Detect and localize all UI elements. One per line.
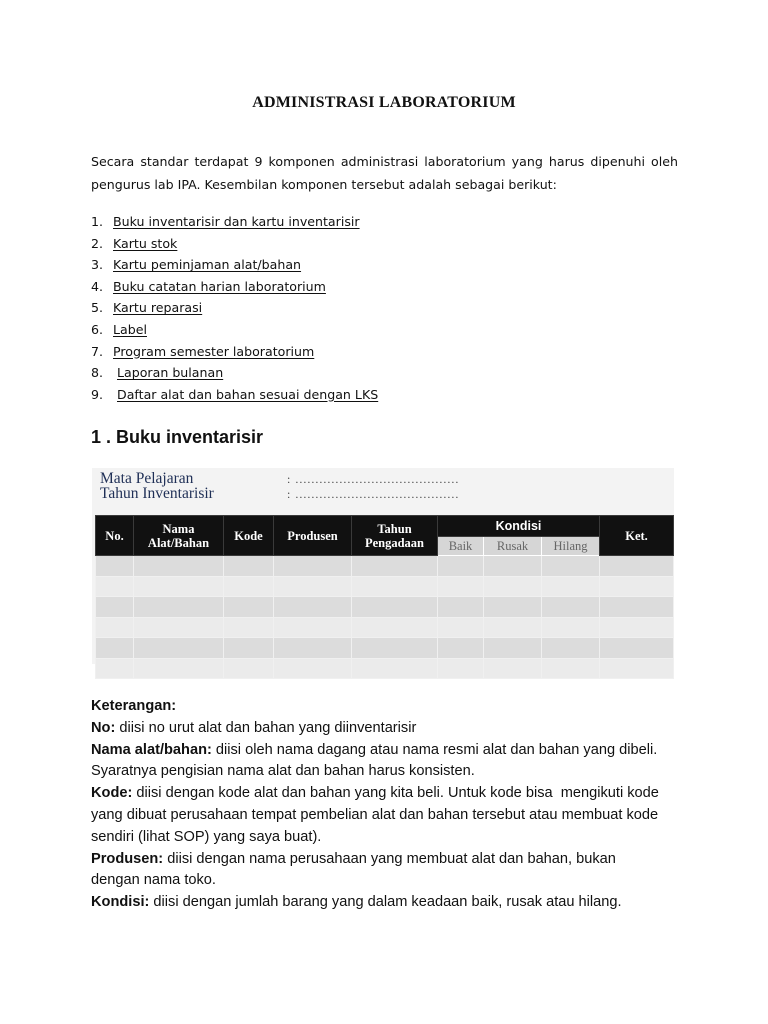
list-text: Buku catatan harian laboratorium (113, 278, 326, 294)
list-item (91, 233, 378, 255)
list-number: 5. (91, 300, 104, 316)
col-header-rusak: Rusak (484, 537, 542, 556)
list-text: Kartu stok (113, 235, 178, 251)
col-header-nama: Nama Alat/Bahan (134, 516, 224, 556)
col-header-kode: Kode (224, 516, 274, 556)
list-text: Buku inventarisir dan kartu inventarisir (113, 214, 360, 229)
list-item (91, 362, 378, 384)
components-list (91, 211, 378, 405)
list-number: 1. (91, 214, 104, 229)
mata-pelajaran-label: Mata Pelajaran (100, 470, 194, 487)
note-kode: Kode: diisi dengan kode alat dan bahan yang kita beli. Untuk kode bisa mengikuti kode (91, 785, 659, 802)
list-number: 7. (91, 343, 104, 359)
col-header-tahun: Tahun Pengadaan (352, 516, 438, 556)
section-heading: 1 . Buku inventarisir (91, 427, 264, 447)
table-row (96, 658, 674, 679)
tahun-inventarisir-row (100, 486, 459, 502)
list-text: Kartu peminjaman alat/bahan (113, 257, 302, 273)
list-item (91, 341, 378, 363)
inventory-table (95, 515, 674, 679)
note-kode-cont: yang dibuat perusahaan tempat pembelian alat dan bahan tersebut atau membuat kode (91, 806, 659, 823)
col-header-kondisi: Kondisi (438, 516, 600, 537)
list-item (91, 276, 378, 298)
table-row (96, 597, 674, 618)
intro-line: Secara standar terdapat 9 komponen administrasi laboratorium yang harus dipenuhi oleh (91, 154, 678, 169)
col-header-baik: Baik (438, 537, 484, 556)
tahun-inventarisir-label: Tahun Inventarisir (100, 485, 214, 502)
note-produsen-cont: dengan nama toko. (91, 872, 216, 889)
list-number: 9. (91, 386, 104, 402)
note-nama: Nama alat/bahan: diisi oleh nama dagang atau nama resmi alat dan bahan yang dibeli. (91, 741, 658, 758)
list-text: Daftar alat dan bahan sesuai dengan LKS (117, 386, 379, 402)
note-kode-cont: sendiri (lihat SOP) yang saya buat). (91, 828, 322, 845)
list-item (91, 297, 378, 319)
list-number: 4. (91, 278, 104, 294)
list-number: 8. (91, 365, 104, 381)
col-header-ket: Ket. (600, 516, 674, 556)
note-nama-cont: Syaratnya pengisian nama alat dan bahan harus konsisten. (91, 763, 475, 780)
table-row (96, 638, 674, 659)
list-text: Label (113, 321, 147, 337)
intro-line: pengurus lab IPA. Kesembilan komponen tersebut adalah sebagai berikut: (91, 177, 557, 192)
table-row (96, 556, 674, 577)
list-item (91, 319, 378, 341)
keterangan-section (91, 696, 691, 914)
keterangan-heading: Keterangan: (91, 698, 177, 714)
page-title: ADMINISTRASI LABORATORIUM (252, 94, 516, 111)
note-kondisi: Kondisi: diisi dengan jumlah barang yang dalam keadaan baik, rusak atau hilang. (91, 894, 622, 911)
table-header-row (96, 516, 674, 537)
inventory-form-image (92, 468, 674, 664)
note-no: No: diisi no urut alat dan bahan yang diinventarisir (91, 719, 417, 736)
col-header-no: No. (96, 516, 134, 556)
list-number: 2. (91, 235, 104, 251)
fill-line: : ......................................... (287, 487, 460, 501)
list-number: 3. (91, 257, 104, 273)
fill-line: : ......................................... (287, 472, 460, 486)
list-number: 6. (91, 321, 104, 337)
list-item (91, 211, 378, 233)
note-produsen: Produsen: diisi dengan nama perusahaan yang membuat alat dan bahan, bukan (91, 850, 616, 867)
col-header-produsen: Produsen (274, 516, 352, 556)
table-row (96, 576, 674, 597)
col-header-hilang: Hilang (542, 537, 600, 556)
list-text: Program semester laboratorium (113, 343, 315, 359)
list-text: Laporan bulanan (117, 365, 224, 381)
list-text: Kartu reparasi (113, 300, 203, 316)
intro-paragraph (91, 150, 678, 196)
list-item (91, 384, 378, 406)
list-item (91, 254, 378, 276)
table-row (96, 617, 674, 638)
